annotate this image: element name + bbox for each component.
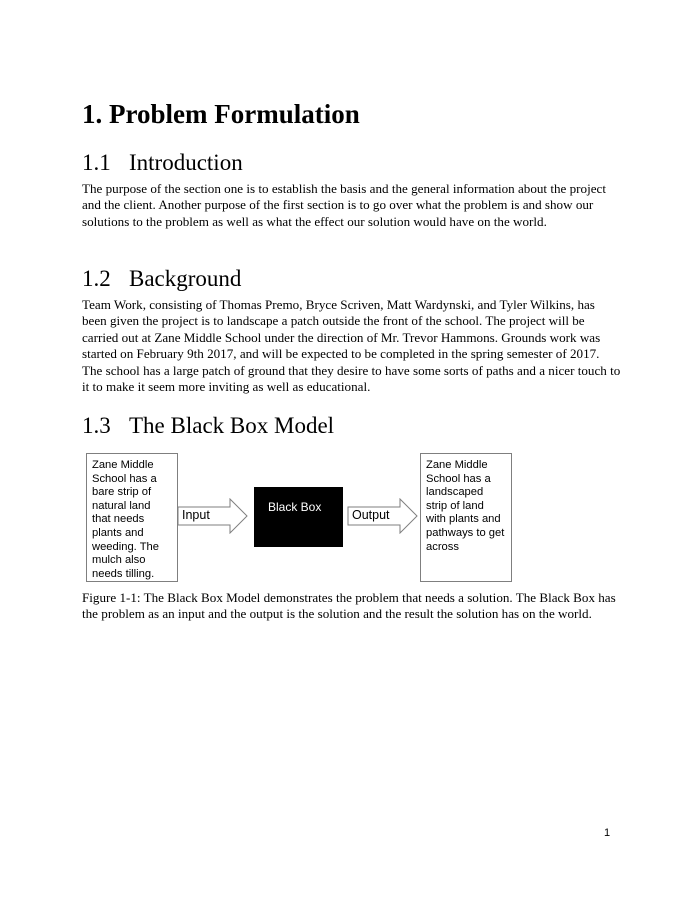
section-title: The Black Box Model [129, 413, 335, 438]
page-number: 1 [604, 827, 611, 839]
black-box: Black Box [254, 487, 343, 547]
figure-caption: Figure 1-1: The Black Box Model demonstrates the problem that needs a solution. The Black Box has the problem as an input and the output is the solution and the result the solution has on the world. [82, 590, 616, 622]
input-description-box: Zane Middle School has a bare strip of natural land that needs plants and weeding. The mulch also needs tilling. [86, 453, 178, 582]
section-number: 1.2 [82, 266, 111, 291]
section-number: 1.3 [82, 413, 111, 438]
section-title: Introduction [129, 150, 243, 175]
section-heading-black-box-model [82, 411, 334, 441]
output-description-box: Zane Middle School has a landscaped strip of land with plants and pathways to get across [420, 453, 512, 582]
section-heading-introduction [82, 148, 243, 178]
black-box-diagram [86, 453, 516, 583]
background-paragraph: Team Work, consisting of Thomas Premo, Bryce Scriven, Matt Wardynski, and Tyler Wilkins, has been given the project is to landscape a patch outside the front of the school. The project will be carried out at Zane Middle School under the direction of Mr. Trevor Hammons. Grounds work was started on February 9th 2017, and will be expected to be completed in the spring semester of 2017. The school has a large patch of ground that they desire to have some sorts of paths and a nicer touch to it to make it seem more inviting as well as educational. [82, 297, 621, 395]
input-arrow-label: Input [182, 508, 210, 522]
input-arrow [177, 498, 249, 534]
introduction-paragraph: The purpose of the section one is to establish the basis and the general information about the project and the client. Another purpose of the first section is to go over what the problem is and show our solutions to the problem as well as what the effect our solution would have on the world. [82, 181, 606, 229]
section-title: Background [129, 266, 242, 291]
output-arrow [347, 498, 419, 534]
output-arrow-label: Output [352, 508, 390, 522]
section-heading-background [82, 264, 241, 294]
chapter-title: 1. Problem Formulation [82, 99, 360, 129]
section-number: 1.1 [82, 150, 111, 175]
